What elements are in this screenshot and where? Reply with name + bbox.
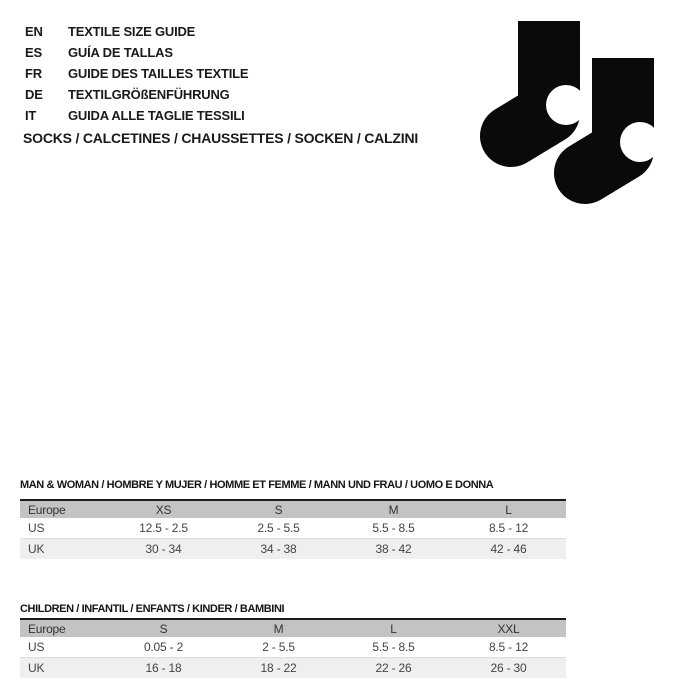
header-cell-region: Europe: [28, 502, 66, 517]
language-row-fr: [25, 63, 248, 84]
size-table-adults: [20, 499, 566, 559]
language-label: GUIDA ALLE TAGLIE TESSILI: [68, 108, 245, 123]
header-cell-size: M: [273, 621, 284, 636]
size-cell: 18 - 22: [260, 661, 297, 675]
row-label: UK: [28, 661, 45, 675]
language-label: TEXTILE SIZE GUIDE: [68, 24, 196, 39]
children-table-title: CHILDREN / INFANTIL / ENFANTS / KINDER / BAMBINI: [20, 603, 285, 615]
row-label: UK: [28, 542, 45, 556]
size-cell: 2.5 - 5.5: [257, 521, 300, 535]
language-row-de: [25, 84, 248, 105]
size-cell: 16 - 18: [145, 661, 182, 675]
row-label: US: [28, 640, 45, 654]
header-cell-size: XS: [155, 502, 172, 517]
language-row-en: [25, 21, 248, 42]
size-cell: 5.5 - 8.5: [372, 640, 415, 654]
size-cell: 26 - 30: [490, 661, 527, 675]
size-cell: 42 - 46: [490, 542, 527, 556]
size-cell: 38 - 42: [375, 542, 412, 556]
table-row-us: [20, 637, 566, 658]
size-table-children: [20, 618, 566, 678]
language-code: DE: [25, 87, 43, 102]
language-label: GUÍA DE TALLAS: [68, 45, 173, 60]
header-cell-size: M: [388, 502, 399, 517]
size-cell: 8.5 - 12: [488, 521, 529, 535]
row-label: US: [28, 521, 45, 535]
header-cell-region: Europe: [28, 621, 66, 636]
size-cell: 22 - 26: [375, 661, 412, 675]
size-cell: 8.5 - 12: [488, 640, 529, 654]
header-cell-size: S: [159, 621, 168, 636]
table-header-row: [20, 620, 566, 637]
language-list: [25, 21, 248, 126]
size-cell: 12.5 - 2.5: [139, 521, 188, 535]
language-code: FR: [25, 66, 42, 81]
size-cell: 34 - 38: [260, 542, 297, 556]
table-row-uk: [20, 539, 566, 559]
language-row-es: [25, 42, 248, 63]
size-cell: 2 - 5.5: [262, 640, 295, 654]
table-row-us: [20, 518, 566, 539]
language-code: EN: [25, 24, 43, 39]
table-row-uk: [20, 658, 566, 678]
language-row-it: [25, 105, 248, 126]
header-cell-size: L: [505, 502, 512, 517]
adults-table-title: MAN & WOMAN / HOMBRE Y MUJER / HOMME ET FEMME / MANN UND FRAU / UOMO E DONNA: [20, 479, 494, 491]
language-code: IT: [25, 108, 37, 123]
language-code: ES: [25, 45, 42, 60]
size-cell: 0.05 - 2: [143, 640, 184, 654]
table-header-row: [20, 501, 566, 518]
header-cell-size: S: [274, 502, 283, 517]
header-cell-size: L: [390, 621, 397, 636]
category-heading: SOCKS / CALCETINES / CHAUSSETTES / SOCKEN / CALZINI: [23, 130, 419, 146]
language-label: TEXTILGRÖßENFÜHRUNG: [68, 87, 230, 102]
socks-icon: [470, 21, 670, 213]
sock-left: [480, 21, 586, 167]
header-cell-size: XXL: [497, 621, 520, 636]
size-cell: 5.5 - 8.5: [372, 521, 415, 535]
size-cell: 30 - 34: [145, 542, 182, 556]
language-label: GUIDE DES TAILLES TEXTILE: [68, 66, 249, 81]
